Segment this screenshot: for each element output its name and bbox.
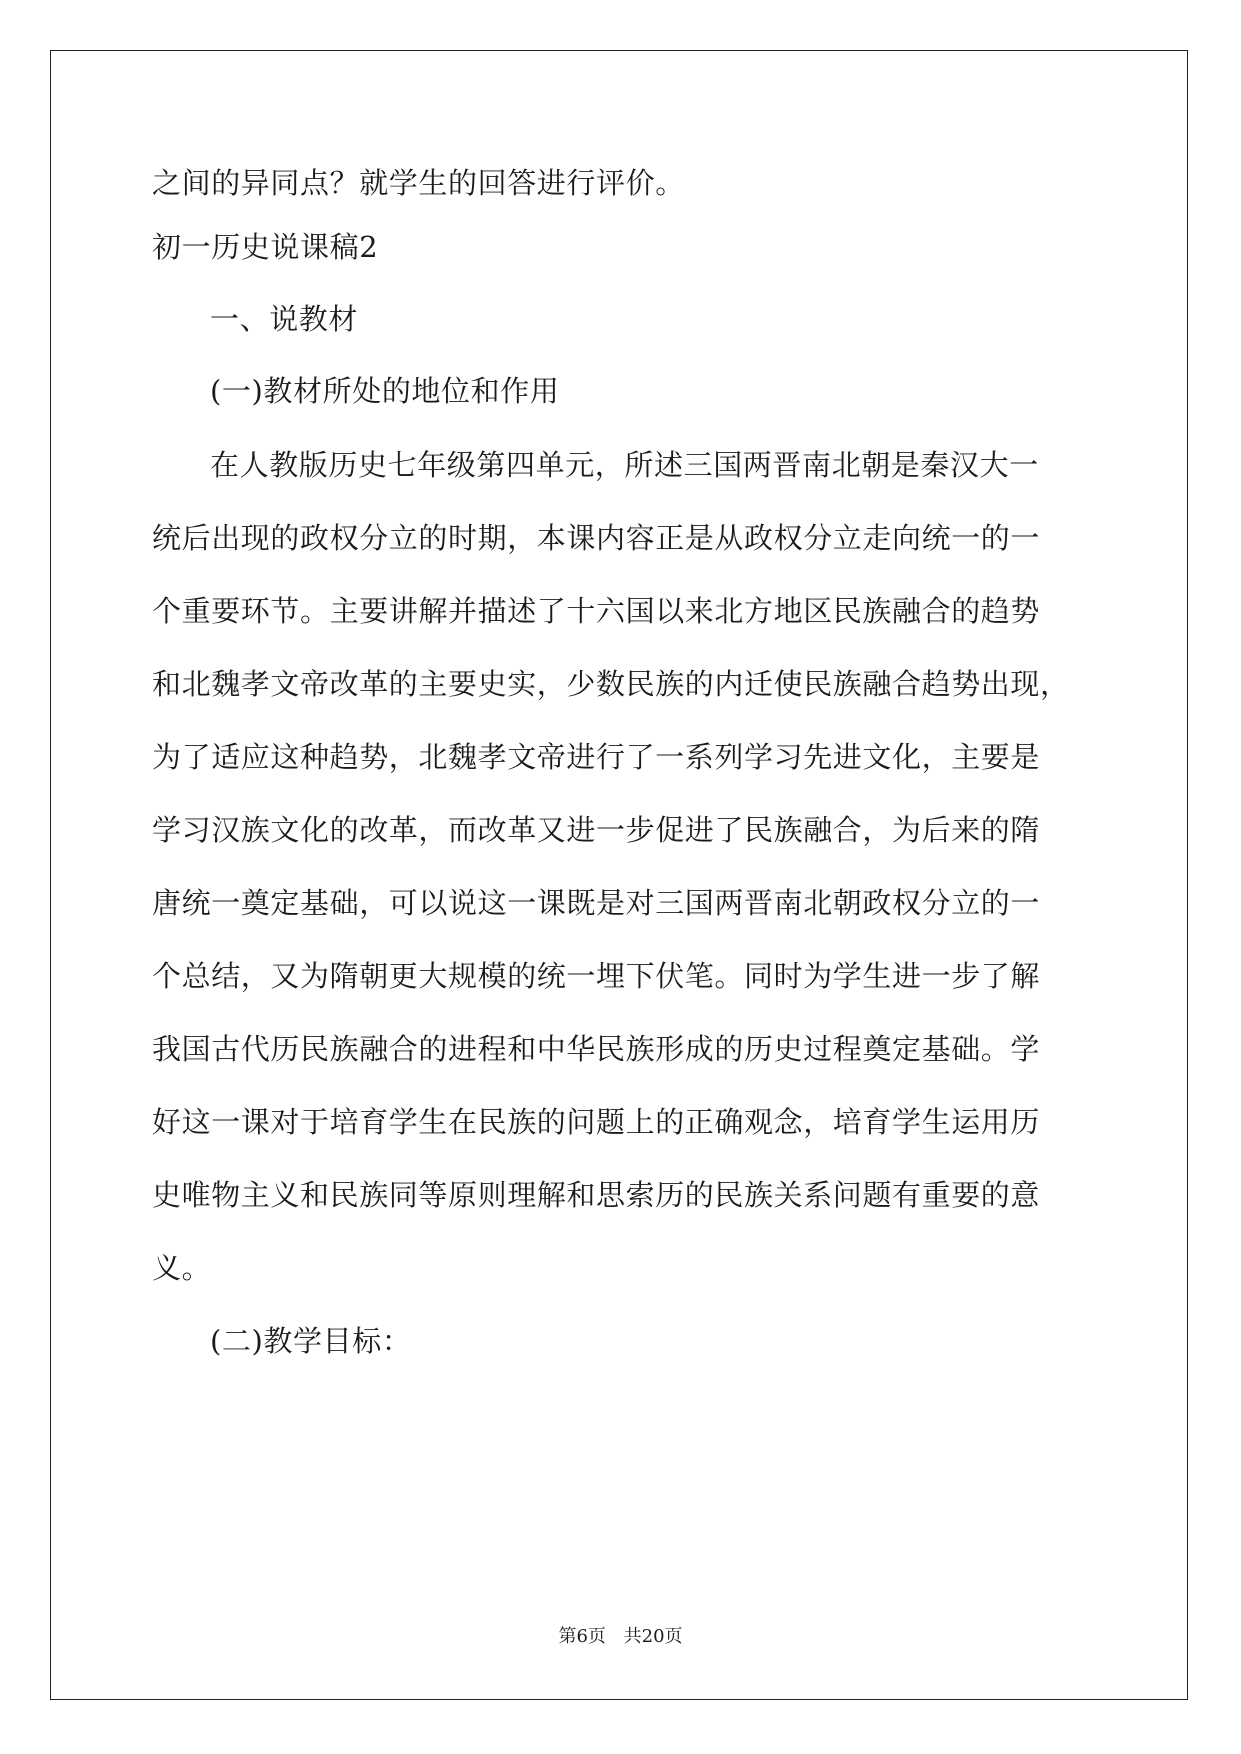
page-border	[50, 50, 1188, 1700]
paragraph-line: 义。	[152, 1251, 212, 1285]
paragraph-line: 在人教版历史七年级第四单元，所述三国两晋南北朝是秦汉大一	[210, 448, 1039, 482]
paragraph-line: 个总结，又为隋朝更大规模的统一埋下伏笔。同时为学生进一步了解	[152, 959, 1041, 993]
paragraph-line: 和北魏孝文帝改革的主要史实，少数民族的内迁使民族融合趋势出现，	[152, 667, 1070, 701]
paragraph-line: 统后出现的政权分立的时期，本课内容正是从政权分立走向统一的一	[152, 521, 1041, 555]
paragraph-line: 唐统一奠定基础，可以说这一课既是对三国两晋南北朝政权分立的一	[152, 886, 1041, 920]
paragraph-line: 我国古代历民族融合的进程和中华民族形成的历史过程奠定基础。学	[152, 1032, 1041, 1066]
page-number-current: 第6页	[558, 1626, 606, 1647]
paragraph-line: 好这一课对于培育学生在民族的问题上的正确观念，培育学生运用历	[152, 1105, 1041, 1139]
page-footer	[0, 1622, 1241, 1648]
heading-level-2: (一)教材所处的地位和作用	[210, 374, 560, 408]
paragraph-line: 个重要环节。主要讲解并描述了十六国以来北方地区民族融合的趋势	[152, 594, 1041, 628]
paragraph-line: 学习汉族文化的改革，而改革又进一步促进了民族融合，为后来的隋	[152, 813, 1041, 847]
page-number-total: 共20页	[623, 1626, 683, 1647]
paragraph-line: 为了适应这种趋势，北魏孝文帝进行了一系列学习先进文化，主要是	[152, 740, 1041, 774]
section-title: 初一历史说课稿2	[152, 230, 379, 264]
paragraph-line: 史唯物主义和民族同等原则理解和思索历的民族关系问题有重要的意	[152, 1178, 1041, 1212]
text-line: 之间的异同点？就学生的回答进行评价。	[152, 166, 685, 200]
heading-level-2: (二)教学目标：	[210, 1324, 412, 1358]
heading-level-1: 一、说教材	[210, 302, 359, 336]
